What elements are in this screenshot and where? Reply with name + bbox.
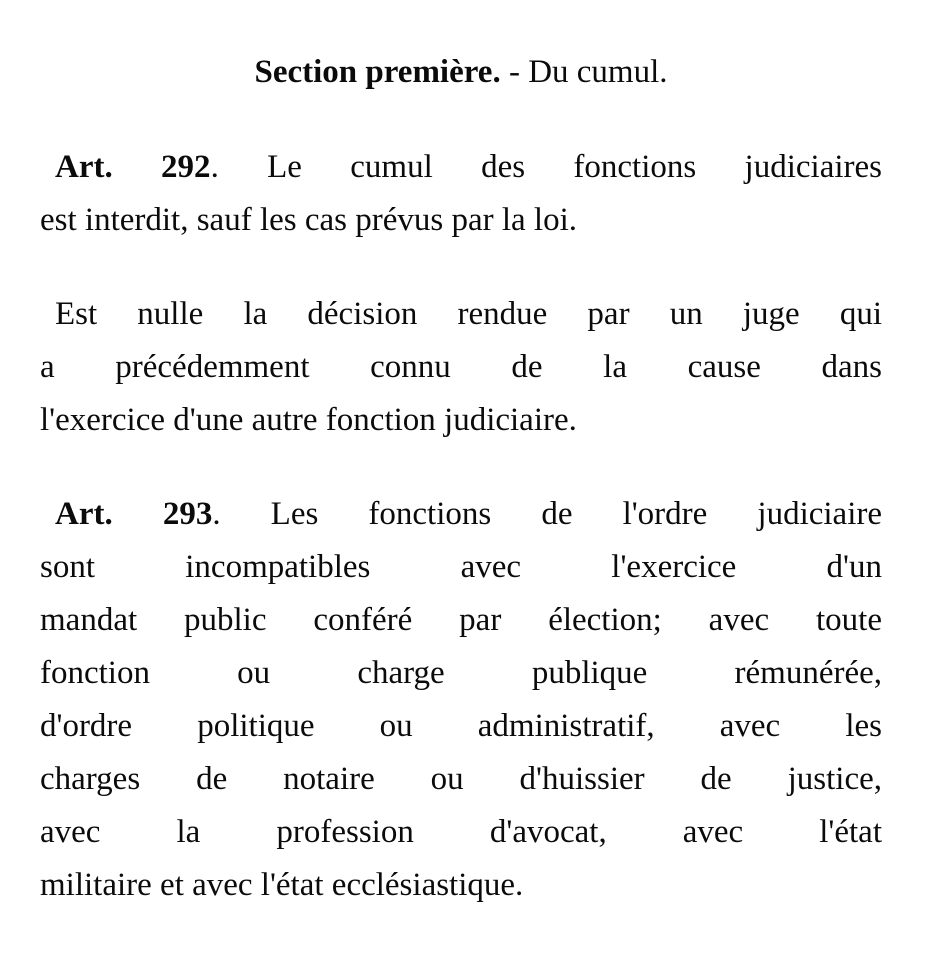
text-line: est interdit, sauf les cas prévus par la loi. [40,202,578,238]
text-line: a précédemment connu de la cause dans [40,349,882,385]
text-line: l'exercice d'une autre fonction judiciaire. [40,402,577,438]
paragraph [40,488,882,912]
text-line: sont incompatibles avec l'exercice d'un [40,549,882,585]
article-number: Art. 293 [55,496,213,532]
text-line: Art. 293. Les fonctions de l'ordre judiciaire [55,496,883,532]
text-line: militaire et avec l'état ecclésiastique. [40,867,524,903]
text-line: charges de notaire ou d'huissier de justice, [40,761,882,797]
text-line: avec la profession d'avocat, avec l'état [40,814,882,850]
paragraph [40,141,882,247]
text-line: fonction ou charge publique rémunérée, [40,655,882,691]
text-line: mandat public conféré par élection; avec toute [40,602,882,638]
section-heading [40,46,882,99]
section-heading-bold: Section première. [254,54,501,90]
article-number: Art. 292 [55,149,211,185]
text-line: Est nulle la décision rendue par un juge qui [55,296,882,332]
paragraph [40,288,882,447]
text-line: d'ordre politique ou administratif, avec les [40,708,882,744]
section-heading-rest: - Du cumul. [500,54,668,90]
text-line: Art. 292. Le cumul des fonctions judiciaires [55,149,883,185]
paragraph-list [40,141,882,912]
